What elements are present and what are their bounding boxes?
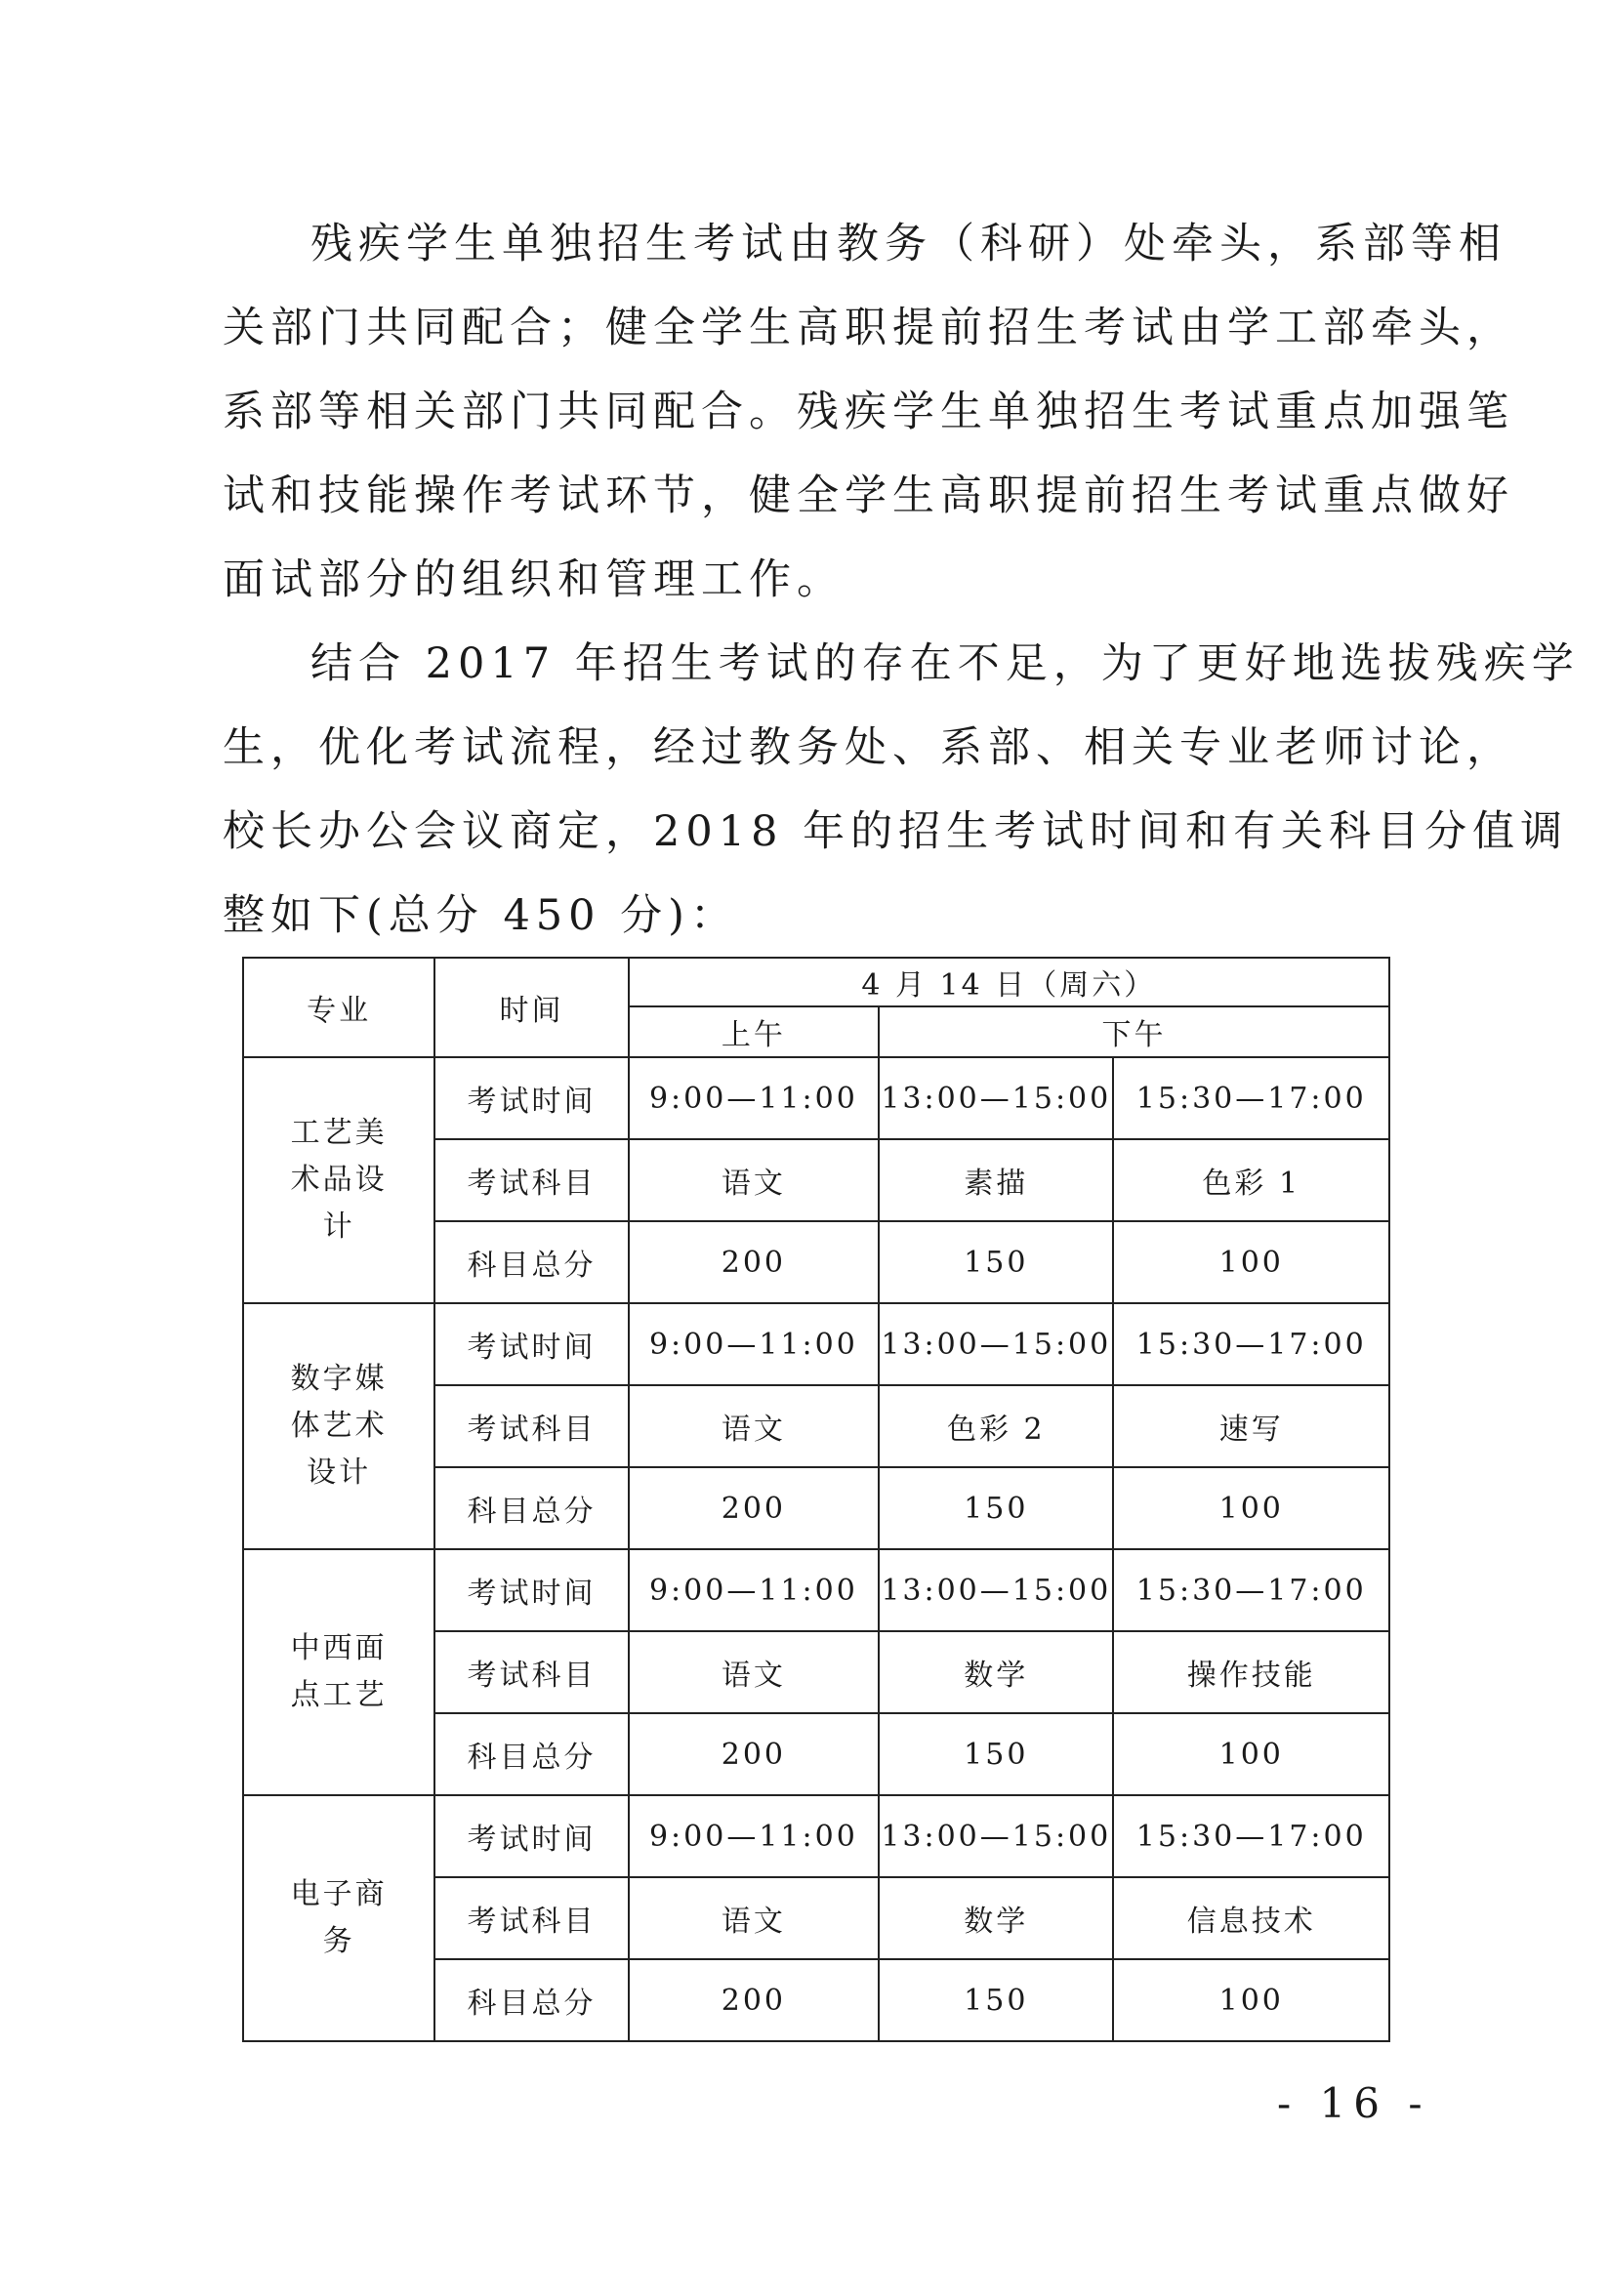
table-cell: 语文 xyxy=(629,1631,879,1713)
table-cell: 操作技能 xyxy=(1113,1631,1389,1713)
table-cell: 素描 xyxy=(879,1139,1113,1221)
row-label: 科目总分 xyxy=(434,1221,628,1303)
table-cell: 150 xyxy=(879,1713,1113,1795)
header-morning: 上午 xyxy=(629,1006,879,1057)
row-label: 考试科目 xyxy=(434,1385,628,1467)
text-line: 校长办公会议商定，2018 年的招生考试时间和有关科目分值调 xyxy=(223,807,1569,856)
table-cell: 速写 xyxy=(1113,1385,1389,1467)
major-name: 工艺美术品设计 xyxy=(290,1116,388,1244)
table-cell: 语文 xyxy=(629,1139,879,1221)
text-line: 残疾学生单独招生考试由教务（科研）处牵头，系部等相 xyxy=(310,220,1506,268)
table-cell: 15:30—17:00 xyxy=(1113,1549,1389,1631)
header-date: 4 月 14 日（周六） xyxy=(629,958,1389,1006)
row-label: 考试时间 xyxy=(434,1303,628,1385)
table-cell: 150 xyxy=(879,1959,1113,2041)
major-cell xyxy=(243,1795,434,2041)
header-afternoon: 下午 xyxy=(879,1006,1389,1057)
major-name: 数字媒体艺术设计 xyxy=(290,1362,388,1490)
row-label: 考试科目 xyxy=(434,1631,628,1713)
table-cell: 信息技术 xyxy=(1113,1877,1389,1959)
table-cell: 语文 xyxy=(629,1385,879,1467)
major-cell xyxy=(243,1057,434,1303)
table-cell: 色彩 1 xyxy=(1113,1139,1389,1221)
table-cell: 150 xyxy=(879,1467,1113,1549)
table-cell: 9:00—11:00 xyxy=(629,1057,879,1139)
table-cell: 9:00—11:00 xyxy=(629,1549,879,1631)
table-cell: 9:00—11:00 xyxy=(629,1795,879,1877)
row-label: 科目总分 xyxy=(434,1713,628,1795)
table-row xyxy=(243,1057,1389,1139)
table-cell: 13:00—15:00 xyxy=(879,1549,1113,1631)
paragraph-adjustment xyxy=(223,622,1580,958)
table-cell: 15:30—17:00 xyxy=(1113,1303,1389,1385)
header-major: 专业 xyxy=(243,958,434,1057)
table-cell: 15:30—17:00 xyxy=(1113,1057,1389,1139)
table-cell: 200 xyxy=(629,1467,879,1549)
table-cell: 色彩 2 xyxy=(879,1385,1113,1467)
major-cell xyxy=(243,1549,434,1795)
text-line: 整如下(总分 450 分)： xyxy=(223,891,738,940)
row-label: 考试时间 xyxy=(434,1795,628,1877)
row-label: 考试科目 xyxy=(434,1139,628,1221)
table-cell: 13:00—15:00 xyxy=(879,1303,1113,1385)
table-cell: 15:30—17:00 xyxy=(1113,1795,1389,1877)
table-cell: 200 xyxy=(629,1221,879,1303)
header-time: 时间 xyxy=(434,958,628,1057)
table-cell: 13:00—15:00 xyxy=(879,1057,1113,1139)
major-name: 电子商务 xyxy=(290,1877,388,1958)
paragraph-organization xyxy=(223,202,1514,622)
text-line: 生，优化考试流程，经过教务处、系部、相关专业老师讨论， xyxy=(223,723,1514,772)
table-cell: 9:00—11:00 xyxy=(629,1303,879,1385)
text-line: 试和技能操作考试环节，健全学生高职提前招生考试重点做好 xyxy=(223,472,1514,520)
table-cell: 语文 xyxy=(629,1877,879,1959)
exam-schedule-table xyxy=(242,957,1390,2042)
table-cell: 150 xyxy=(879,1221,1113,1303)
major-cell xyxy=(243,1303,434,1549)
text-line: 面试部分的组织和管理工作。 xyxy=(223,555,845,604)
table-cell: 数学 xyxy=(879,1877,1113,1959)
row-label: 科目总分 xyxy=(434,1959,628,2041)
table-cell: 13:00—15:00 xyxy=(879,1795,1113,1877)
table-header-row xyxy=(243,958,1389,1006)
table-cell: 200 xyxy=(629,1713,879,1795)
page-number: - 16 - xyxy=(1277,2079,1430,2127)
table-cell: 100 xyxy=(1113,1713,1389,1795)
table-row xyxy=(243,1549,1389,1631)
row-label: 考试时间 xyxy=(434,1057,628,1139)
table-cell: 100 xyxy=(1113,1221,1389,1303)
table-row xyxy=(243,1303,1389,1385)
table-cell: 100 xyxy=(1113,1959,1389,2041)
text-line: 结合 2017 年招生考试的存在不足，为了更好地选拔残疾学 xyxy=(310,639,1580,688)
table-row xyxy=(243,1795,1389,1877)
row-label: 考试时间 xyxy=(434,1549,628,1631)
table-cell: 数学 xyxy=(879,1631,1113,1713)
table-cell: 100 xyxy=(1113,1467,1389,1549)
text-line: 关部门共同配合；健全学生高职提前招生考试由学工部牵头， xyxy=(223,304,1514,352)
table-cell: 200 xyxy=(629,1959,879,2041)
text-line: 系部等相关部门共同配合。残疾学生单独招生考试重点加强笔 xyxy=(223,388,1514,436)
major-name: 中西面点工艺 xyxy=(290,1631,388,1712)
row-label: 考试科目 xyxy=(434,1877,628,1959)
row-label: 科目总分 xyxy=(434,1467,628,1549)
